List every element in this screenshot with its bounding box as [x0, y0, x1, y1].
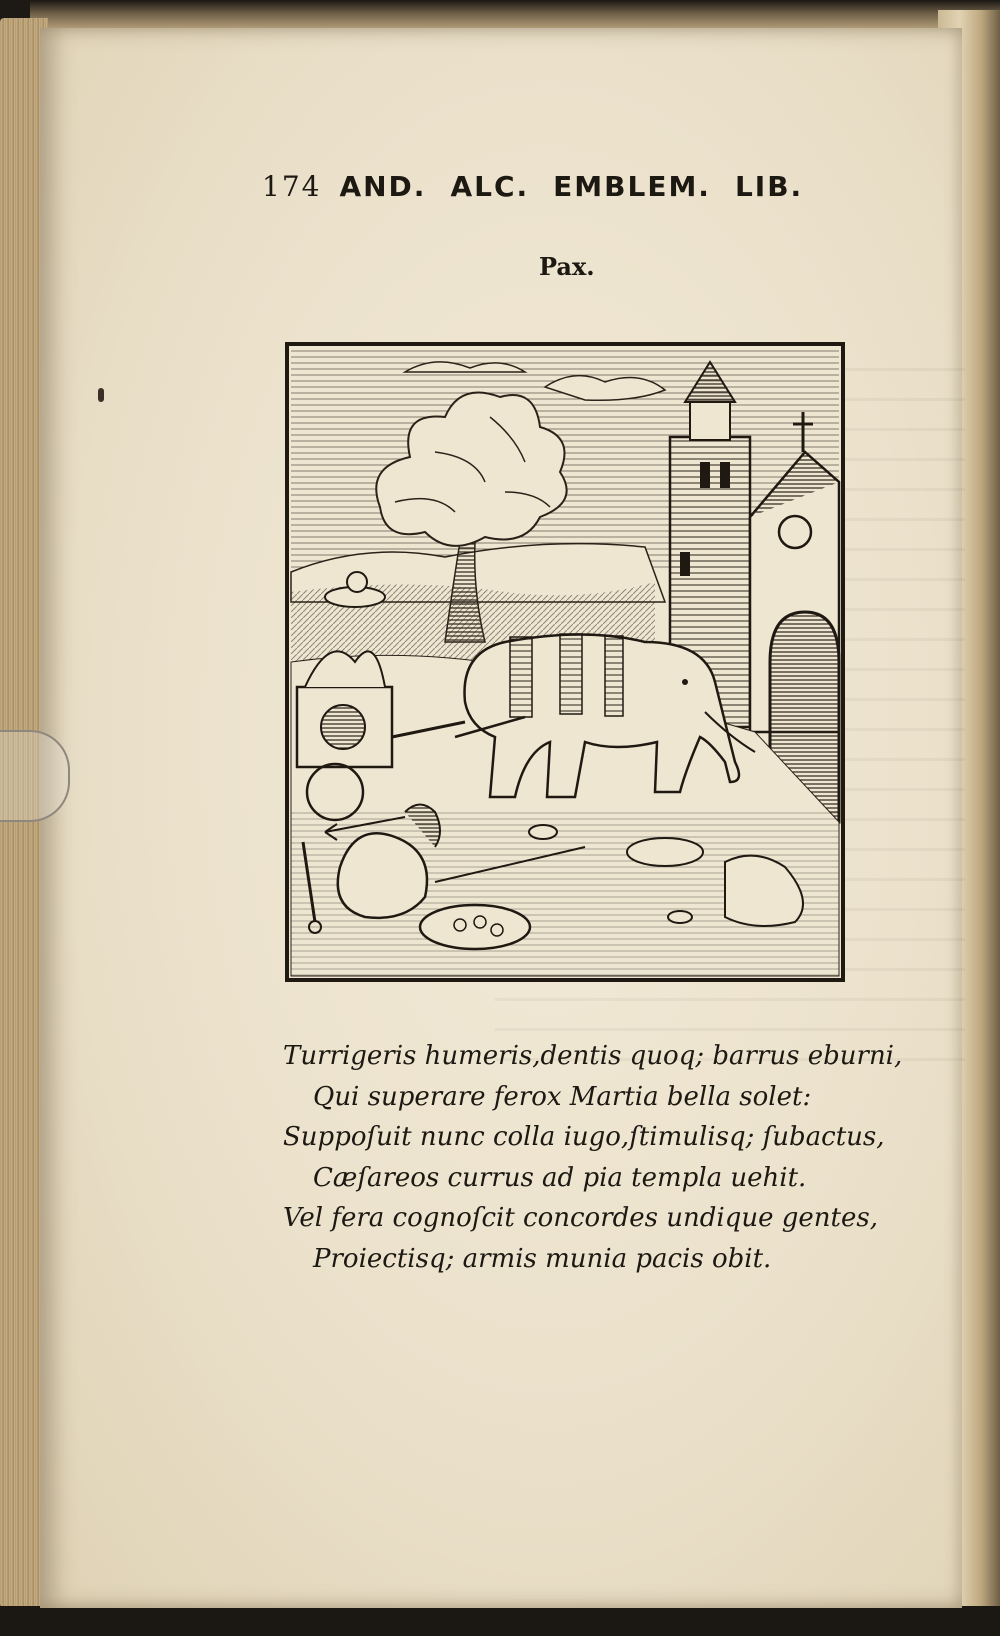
- emblem-motto: Pax.: [539, 252, 595, 281]
- epigram-line: Vel fera cognoſcit concordes undique gentes,: [283, 1203, 878, 1233]
- woodcut-illustration: [285, 342, 845, 982]
- book-top-edge: [30, 0, 1000, 30]
- epigram-line: Qui superare ferox Martia bella solet:: [313, 1081, 812, 1112]
- running-head: [262, 170, 882, 210]
- page-clip: [0, 730, 70, 822]
- book-bottom-shadow: [0, 1606, 1000, 1636]
- ink-mark: [98, 388, 104, 402]
- running-head-word: EMBLEM.: [553, 170, 711, 203]
- page-number: 174: [262, 170, 322, 203]
- running-head-word: AND.: [339, 170, 427, 203]
- epigram-line: Proiectisq; armis munia pacis obit.: [313, 1243, 772, 1274]
- epigram-line: Suppoſuit nunc colla iugo,ſtimulisq; ſubactus,: [283, 1122, 885, 1152]
- epigram-line: Turrigeris humeris,dentis quoq; barrus eburni,: [283, 1041, 903, 1071]
- epigram-line: Cæſareos currus ad pia templa uehit.: [313, 1162, 807, 1193]
- running-head-word: LIB.: [734, 170, 804, 203]
- running-head-word: ALC.: [450, 170, 530, 203]
- epigram: [283, 1036, 903, 1286]
